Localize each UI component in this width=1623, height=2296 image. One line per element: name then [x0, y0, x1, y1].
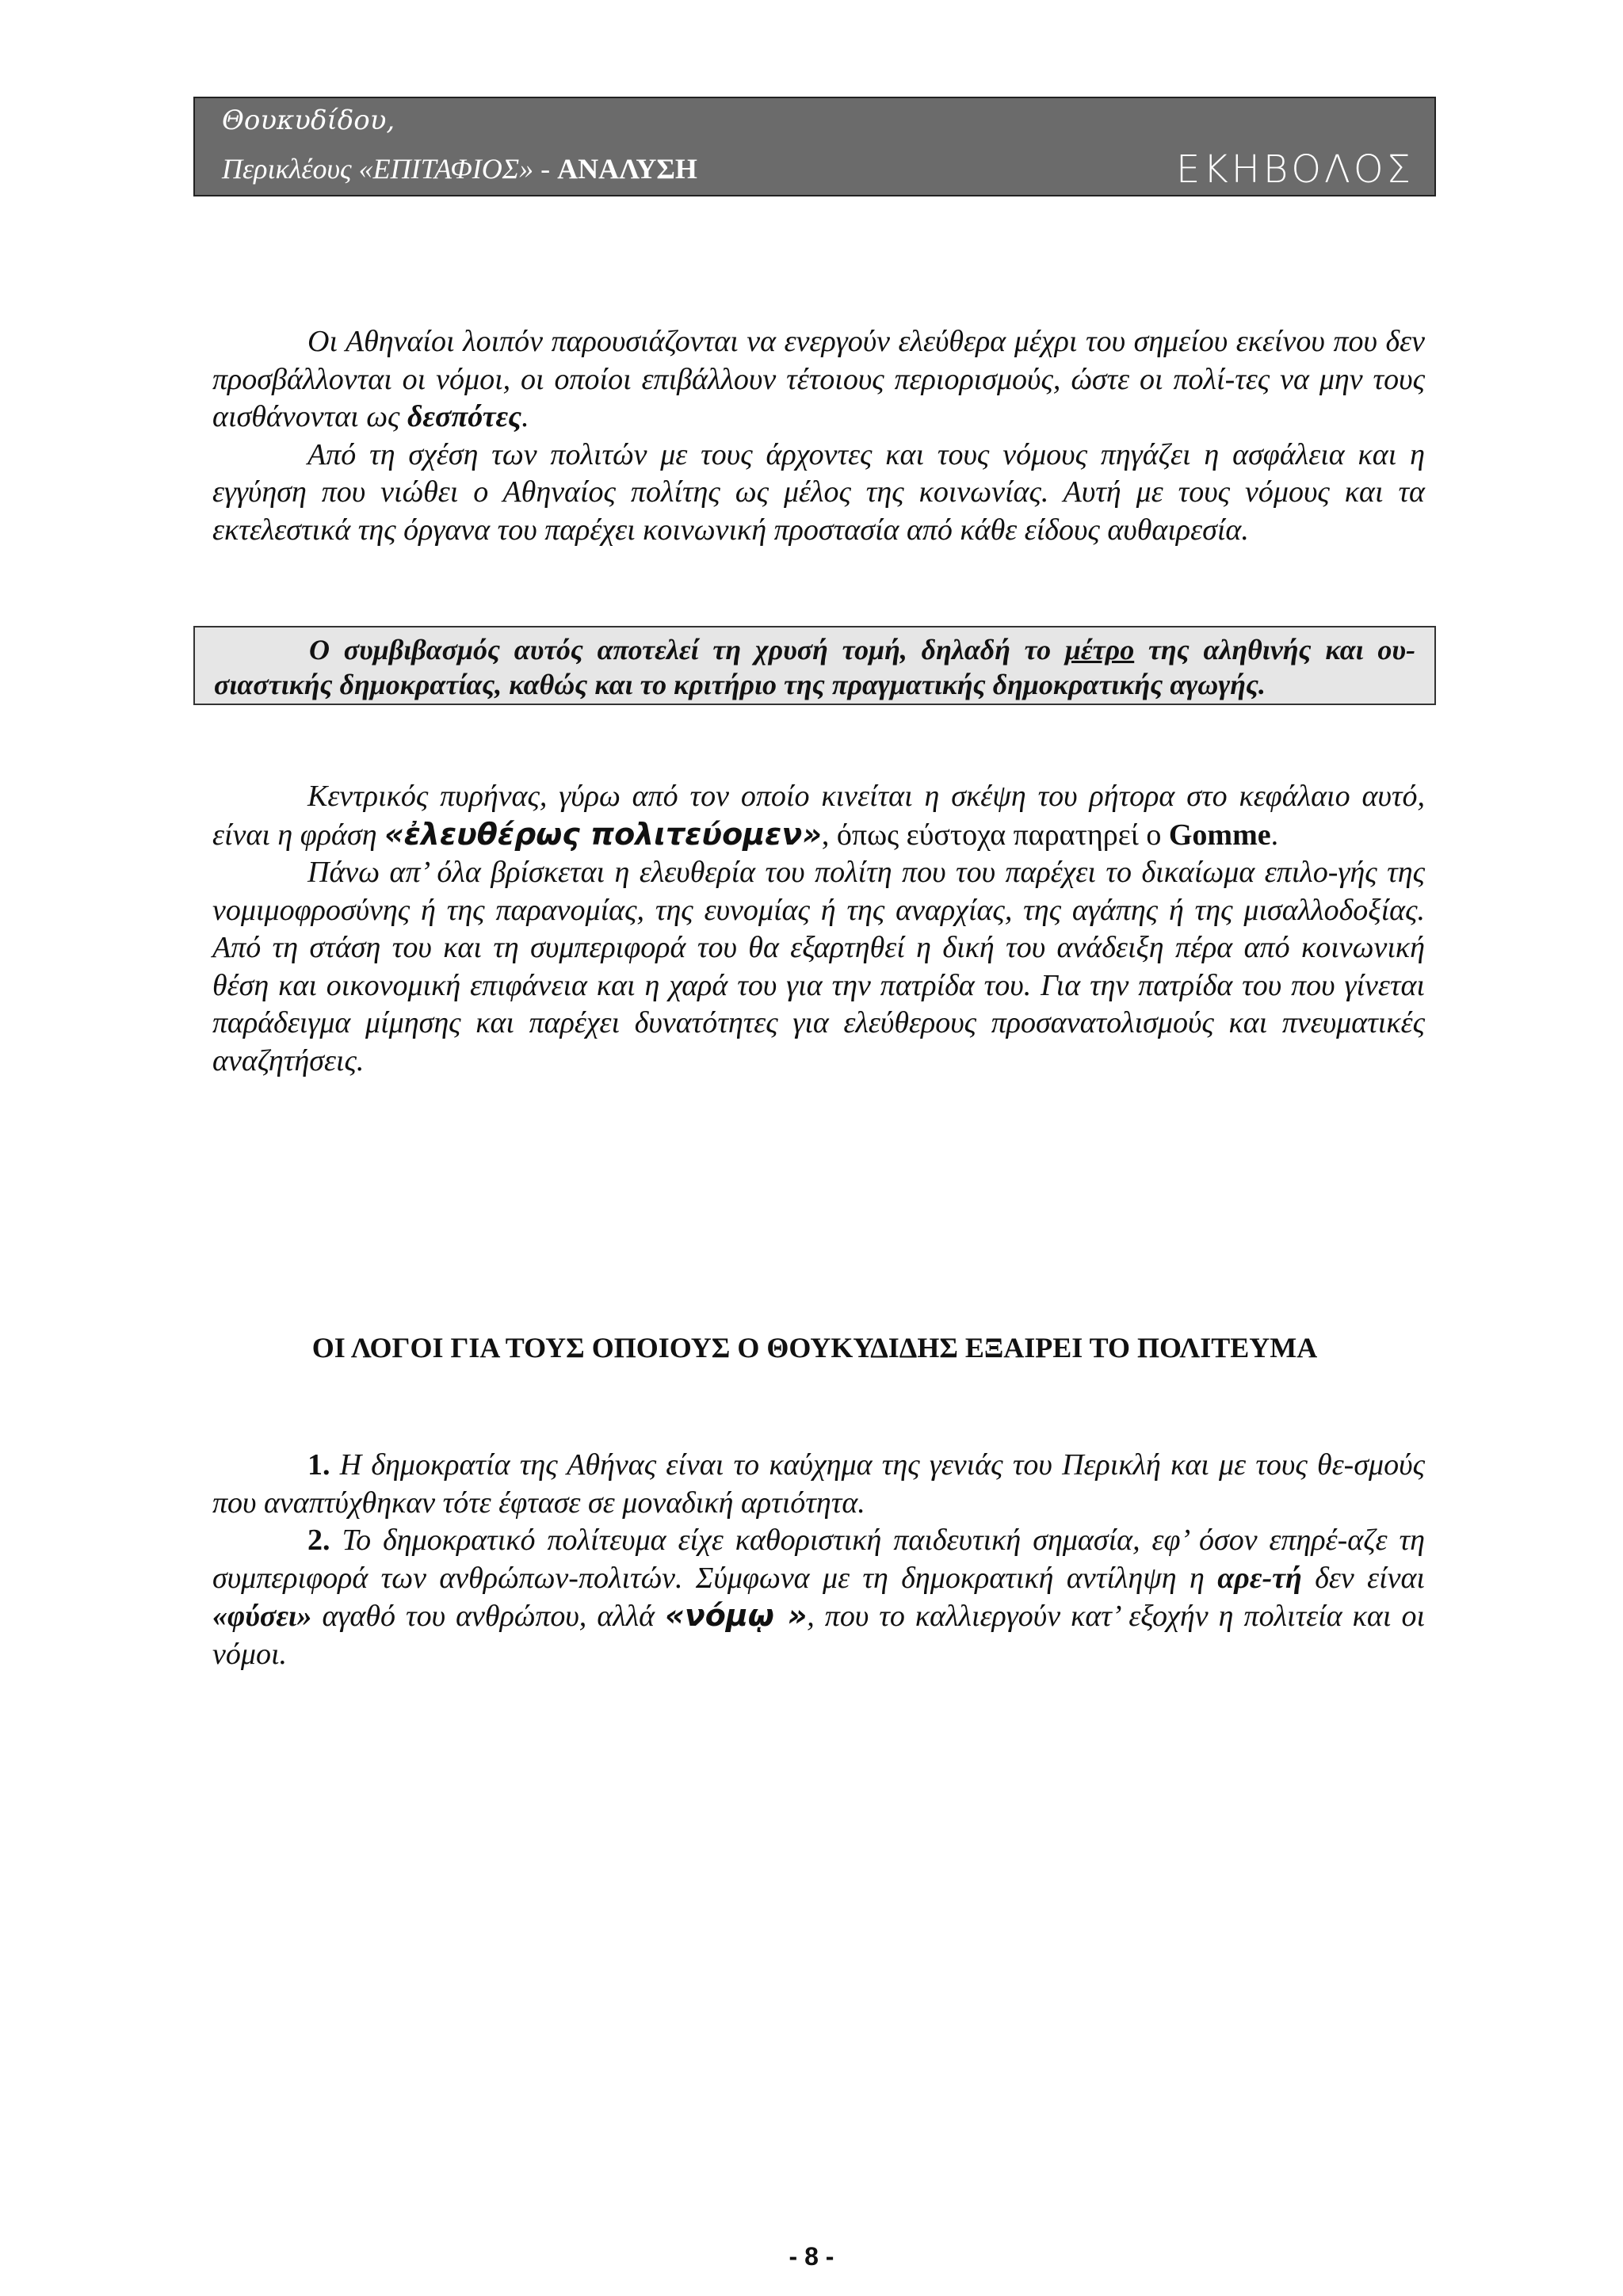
paragraph — [212, 323, 1425, 437]
paragraph: Από τη σχέση των πολιτών με τους άρχοντες και τους νόμους πηγάζει η ασφάλεια και η εγγύηση που νιώθει ο Αθηναίος πολίτης ως μέλος της κοινωνίας. Αυτή με τους νόμους και τα εκτελεστικά της όργανα του παρέχει κοινωνική προστασία από κάθε είδους αυθαιρεσία. — [212, 437, 1425, 547]
emphasis-text: «φύσει» — [212, 1600, 312, 1633]
paragraph-text: , όπως εύστοχα παρατηρεί ο — [821, 818, 1169, 852]
numbered-list — [212, 1447, 1425, 1673]
header-section: ΑΝΑΛΥΣΗ — [557, 153, 697, 185]
header-work-title: Περικλέους «ΕΠΙΤΑΦΙΟΣ» — [222, 153, 534, 185]
paragraph-text: . — [1270, 818, 1279, 852]
paragraph-text: Οι Αθηναίοι λοιπόν παρουσιάζονται να ενεργούν ελεύθερα μέχρι του σημείου εκείνου που δεν προσβάλλονται οι νόμοι, οι οποίοι επιβάλλουν τέτοιους περιορισμούς, ώστε οι πολί-τες να μην τους αισθάνονται ως — [212, 325, 1425, 433]
list-item — [212, 1522, 1425, 1673]
list-text: , που το καλλιεργούν κατ’ εξοχήν η πολιτεία και οι νόμοι. — [212, 1600, 1426, 1671]
header-author: Θουκυδίδου, — [222, 105, 395, 136]
paragraph — [212, 778, 1425, 854]
emphasis-text: δεσπότες — [407, 400, 522, 433]
text-block-1 — [212, 323, 1425, 549]
highlight-text — [214, 632, 1415, 702]
list-text: αγαθό του ανθρώπου, αλλά — [311, 1600, 666, 1633]
list-number: 1. — [307, 1448, 330, 1482]
ancient-quote: «νόμῳ » — [665, 1598, 808, 1633]
list-number: 2. — [307, 1524, 330, 1557]
text-block-2 — [212, 778, 1425, 1080]
page-header — [193, 97, 1436, 196]
paragraph-text: Κεντρικός πυρήνας, γύρω από τον οποίο κινείται η σκέψη του ρήτορα στο κεφάλαιο αυτό, είναι η φράση — [212, 780, 1425, 852]
list-text: δεν είναι — [1301, 1561, 1425, 1595]
paragraph-text: . — [521, 400, 529, 433]
publisher-logo: ΕΚΗΒΟΛΟΣ — [1175, 147, 1414, 192]
underlined-term: μέτρο — [1064, 634, 1135, 666]
header-separator: - — [533, 153, 558, 185]
paragraph: Πάνω απ’ όλα βρίσκεται η ελευθερία του πολίτη που του παρέχει το δικαίωμα επιλο-γής της νομιμοφροσύνης ή της παρανομίας, της ευνομίας ή της αναρχίας, της αγάπης ή της μισαλλοδοξίας. Από τη στάση του και τη συμπεριφορά του θα εξαρτηθεί η δική του ανάδειξη πέρα από κοινωνική θέση και οικονομική επιφάνεια και η χαρά του για την πατρίδα του. Για την πατρίδα του που γίνεται παράδειγμα μίμησης και παρέχει δυνατότητες για ελεύθερους προσανατολισμούς και πνευματικές αναζητήσεις. — [212, 856, 1425, 1077]
section-heading: ΟΙ ΛΟΓΟΙ ΓΙΑ ΤΟΥΣ ΟΠΟΙΟΥΣ Ο ΘΟΥΚΥΔΙΔΗΣ ΕΞΑΙΡΕΙ ΤΟ ΠΟΛΙΤΕΥΜΑ — [311, 1332, 1318, 1363]
page-number: - 8 - — [789, 2242, 834, 2271]
list-text: Το δημοκρατικό πολίτευμα είχε καθοριστική παιδευτική σημασία, εφ’ όσον επηρέ-αζε τη συμπεριφορά των ανθρώπων-πολιτών. Σύμφωνα με τη δημοκρατική αντίληψη η — [212, 1524, 1425, 1595]
highlight-text-part: της αληθινής και ου-σιαστικής δημοκρατίας, καθώς και το κριτήριο της πραγματικής δημοκρατικής αγωγής. — [214, 634, 1416, 700]
list-item — [212, 1447, 1425, 1522]
highlight-text-part: Ο συμβιβασμός αυτός αποτελεί τη χρυσή τομή, δηλαδή το — [309, 634, 1065, 666]
author-name: Gomme — [1168, 818, 1271, 852]
header-title — [222, 152, 697, 185]
ancient-quote: «ἐλευθέρως πολιτεύομεν» — [384, 816, 822, 852]
highlight-box — [193, 626, 1436, 705]
emphasis-text: αρε-τή — [1217, 1561, 1302, 1595]
list-text: Η δημοκρατία της Αθήνας είναι το καύχημα της γενιάς του Περικλή και με τους θε-σμούς που αναπτύχθηκαν τότε έφτασε σε μοναδική αρτιότητα. — [212, 1448, 1425, 1520]
